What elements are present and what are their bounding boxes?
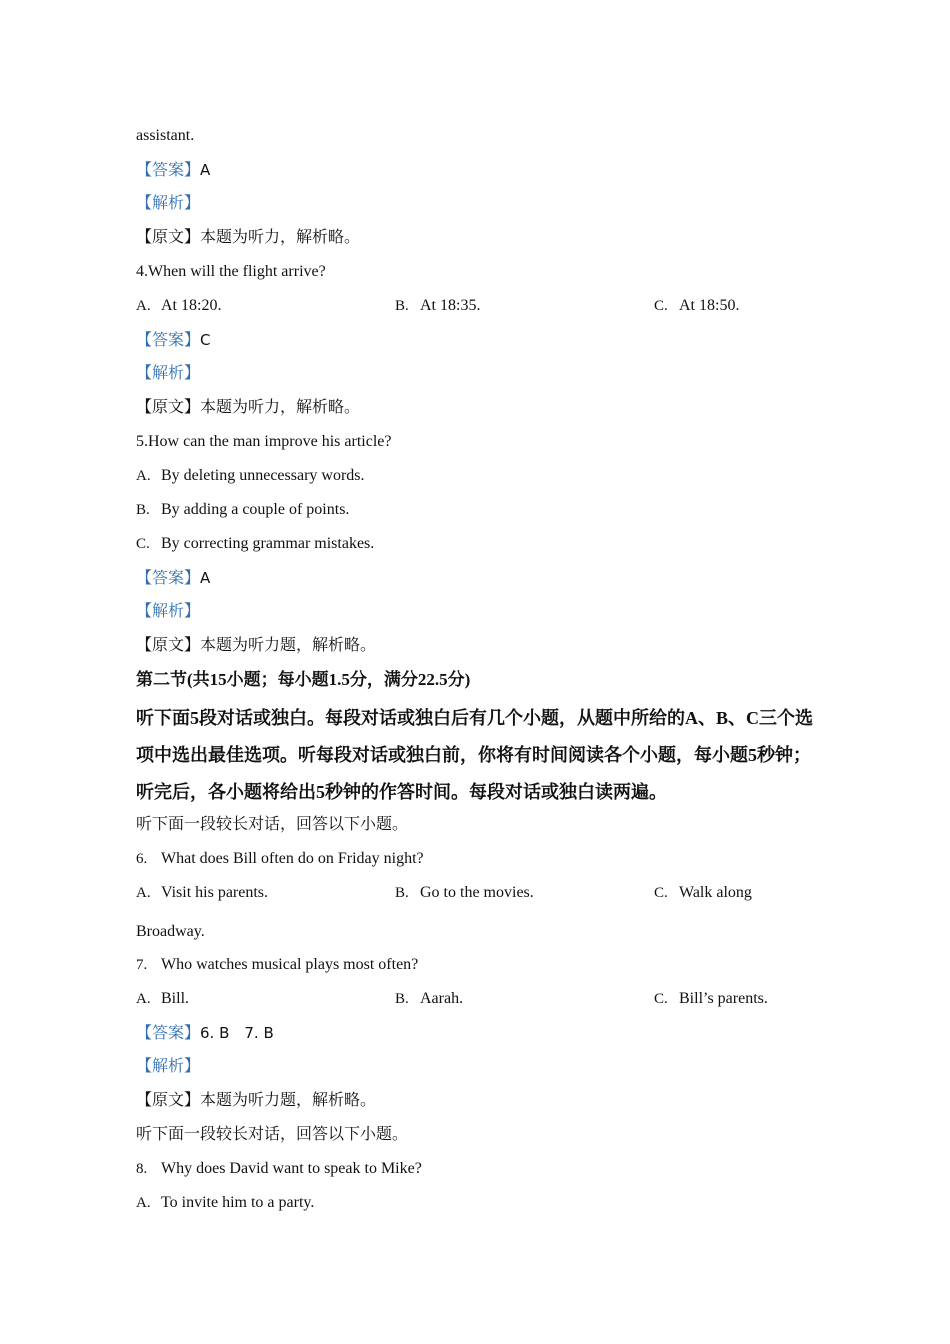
option-a: A. Bill.: [136, 990, 190, 1007]
dialog1-analysis: [136, 1053, 826, 1087]
q5-answer: [136, 564, 826, 598]
q4-answer: [136, 326, 826, 360]
option-c: C. At 18:50.: [654, 297, 740, 314]
answer-value: C: [200, 331, 211, 349]
answer-label: 【答案】: [136, 570, 201, 587]
original-text: 本题为听力题，解析略。: [200, 1092, 377, 1109]
section-heading: 第二节(共15小题；每小题1.5分，满分22.5分): [136, 670, 471, 689]
option-a: A. Visit his parents.: [136, 884, 269, 901]
original-text: 本题为听力题，解析略。: [200, 637, 377, 654]
analysis-label: 【解析】: [136, 603, 201, 620]
option-c: C. Bill’s parents.: [654, 990, 768, 1007]
q5-option-b: B. By adding a couple of points.: [136, 501, 350, 518]
dialog1-answer: [136, 1019, 826, 1053]
q3-answer: [136, 156, 826, 190]
q8-question: 8. Why does David want to speak to Mike?: [136, 1160, 422, 1177]
option-a: A. At 18:20.: [136, 297, 222, 314]
original-label: 【原文】: [136, 399, 201, 416]
analysis-label: 【解析】: [136, 1058, 201, 1075]
original-label: 【原文】: [136, 637, 201, 654]
original-text: 本题为听力，解析略。: [200, 399, 361, 416]
q8-option-a: A. To invite him to a party.: [136, 1194, 315, 1211]
q4-analysis: [136, 360, 826, 394]
q6-options: [136, 879, 826, 913]
answer-value: A: [200, 569, 211, 587]
original-label: 【原文】: [136, 229, 201, 246]
q4-options: [136, 292, 826, 326]
q3-analysis: [136, 190, 826, 224]
answer-value: 6. B 7. B: [200, 1024, 274, 1042]
answer-value: A: [200, 161, 211, 179]
answer-label: 【答案】: [136, 162, 201, 179]
option-b: B. Go to the movies.: [395, 884, 534, 901]
answer-label: 【答案】: [136, 332, 201, 349]
q5-option-a: A. By deleting unnecessary words.: [136, 467, 365, 484]
q5-option-c: C. By correcting grammar mistakes.: [136, 535, 375, 552]
option-b: B. At 18:35.: [395, 297, 481, 314]
q4-question: 4.When will the flight arrive?: [136, 263, 326, 280]
document-page: [136, 122, 826, 1223]
analysis-label: 【解析】: [136, 195, 201, 212]
answer-label: 【答案】: [136, 1025, 201, 1042]
q6-option-c-wrap: Broadway.: [136, 923, 205, 940]
original-text: 本题为听力，解析略。: [200, 229, 361, 246]
option-b: B. Aarah.: [395, 990, 464, 1007]
dialog-intro: 听下面一段较长对话，回答以下小题。: [136, 1126, 409, 1143]
q5-original: [136, 632, 826, 666]
q6-question: 6. What does Bill often do on Friday night?: [136, 850, 424, 867]
q3-original: [136, 224, 826, 258]
q3-tail: assistant.: [136, 127, 195, 144]
dialog1-original: [136, 1087, 826, 1121]
q7-question: 7. Who watches musical plays most often?: [136, 956, 419, 973]
dialog-intro: 听下面一段较长对话，回答以下小题。: [136, 816, 409, 833]
analysis-label: 【解析】: [136, 365, 201, 382]
q5-analysis: [136, 598, 826, 632]
q7-options: [136, 985, 826, 1019]
original-label: 【原文】: [136, 1092, 201, 1109]
option-c: C. Walk along: [654, 884, 752, 901]
section-instructions: 听下面5段对话或独白。每段对话或独白后有几个小题，从题中所给的A、B、C三个选项中选出最佳选项。听每段对话或独白前，你将有时间阅读各个小题，每小题5秒钟；听完后，各小题将给出5秒钟的作答时间。每段对话或独白读两遍。: [136, 708, 814, 802]
q4-original: [136, 394, 826, 428]
q5-question: 5.How can the man improve his article?: [136, 433, 392, 450]
